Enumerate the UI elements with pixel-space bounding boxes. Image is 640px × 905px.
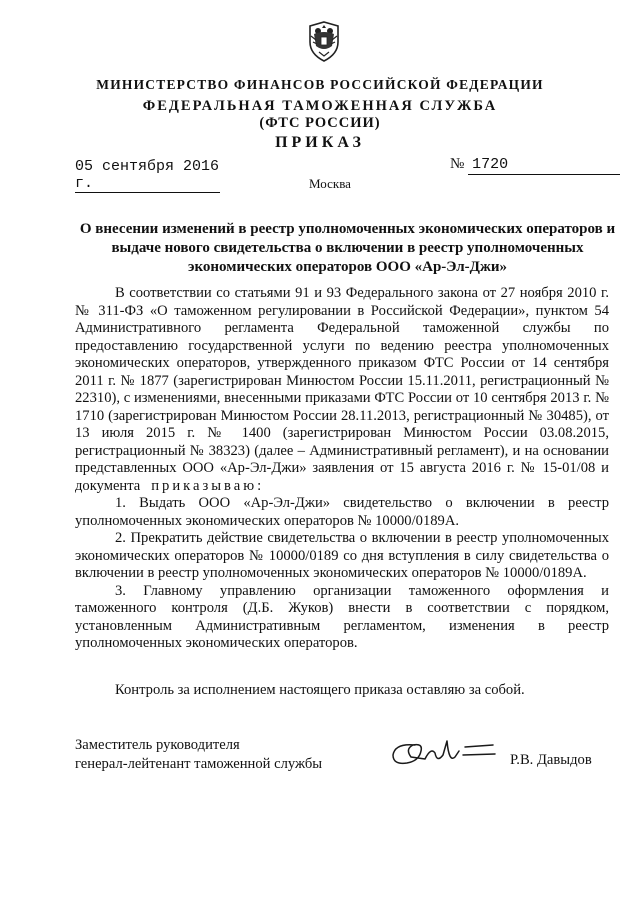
document-type: ПРИКАЗ [275,134,365,151]
item-1: 1. Выдать ООО «Ар-Эл-Джи» свидетельство о включении в реестр уполномоченных экономических операторов № 10000/0189А. [75,495,609,529]
state-emblem-icon [305,18,343,64]
order-body [75,285,609,653]
service-heading: ФЕДЕРАЛЬНАЯ ТАМОЖЕННАЯ СЛУЖБА [142,98,498,114]
position-line-1: Заместитель руководителя [75,737,240,753]
order-number [450,155,620,175]
order-number-value: 1720 [468,156,620,175]
service-short-heading: (ФТС РОССИИ) [259,115,381,131]
city: Москва [309,176,351,191]
preamble-paragraph [75,285,609,495]
order-word: приказываю: [151,477,265,494]
item-3: 3. Главному управлению организации таможенного оформления и таможенного контроля (Д.Б. Жуков) внести в соответствии с порядком, установленным Административным регламентом, изменения в реестр уполномоченных экономических операторов. [75,582,609,651]
ministry-heading: МИНИСТЕРСТВО ФИНАНСОВ РОССИЙСКОЙ ФЕДЕРАЦИИ [96,77,544,92]
order-number-prefix: № [450,156,465,172]
order-title: О внесении изменений в реестр уполномоченных экономических операторов и выдаче нового свидетельства о включении в реестр уполномоченных экономических операторов ООО «Ар-Эл-Джи» [79,221,616,275]
item-2: 2. Прекратить действие свидетельства о включении в реестр уполномоченных экономических операторов № 10000/0189 со дня вступления в силу свидетельства о включении в реестр уполномоченных экономических операторов № 10000/0189А. [75,530,609,581]
preamble-text: В соответствии со статьями 91 и 93 Федерального закона от 27 ноября 2010 г. № 311-ФЗ «О таможенном регулировании в Российской Федерации», пунктом 54 Административного регламента Федеральной таможенной службы по предоставлению государственной услуги по ведению реестра уполномоченных экономических операторов, утвержденного приказом ФТС России от 14 сентября 2011 г. № 1877 (зарегистрирован Минюстом России 15.11.2011, регистрационный № 22310), с изменениями, внесенными приказами ФТС России от 10 сентября 2013 г. № 1710 (зарегистрирован Минюстом России 28.11.2013, регистрационный № 30485), от 13 июля 2015 г. № 1400 (зарегистрирован Минюстом России 03.08.2015, регистрационный № 38323) (далее – Административный регламент), и на основании представленных ООО «Ар-Эл-Джи» заявления от 15 августа 2016 г. № 15-01/08 и документа [75,285,609,494]
position-line-2: генерал-лейтенант таможенной службы [75,756,323,772]
signatory-position [75,736,322,774]
order-date: 05 сентября 2016 г. [75,158,220,192]
handwritten-signature [385,733,500,773]
signatory-name: Р.В. Давыдов [510,752,592,768]
control-clause: Контроль за исполнением настоящего приказа оставляю за собой. [115,682,525,698]
